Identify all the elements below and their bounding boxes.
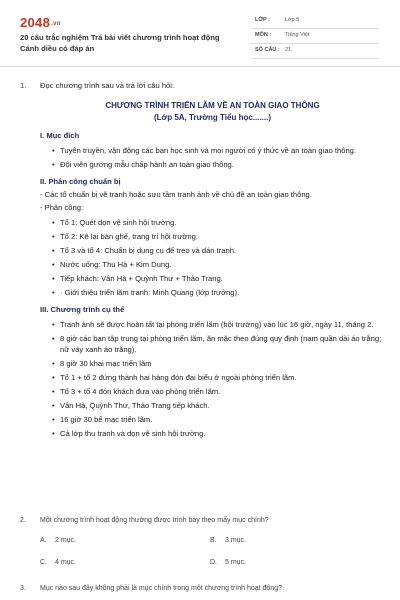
program-title: CHƯƠNG TRÌNH TRIỂN LÃM VỀ AN TOÀN GIAO THÔNG bbox=[105, 101, 320, 110]
option-text: 3 mục. bbox=[225, 537, 247, 544]
list-item: • 8 giờ các bạn tập trung tại phòng triển lãm, ăn mặc theo đúng quy định (nam quần dài áo trắng; nữ váy xanh áo trắng). bbox=[60, 333, 385, 355]
list-item: • Vân Hà, Quỳnh Thư, Thảo Trang tiếp khách. bbox=[60, 400, 385, 411]
list-item: • Tổ 1 + tổ 2 đứng thành hai hàng đón đại biểu ở ngoài phòng triển lãm. bbox=[60, 372, 385, 383]
document-title: 20 câu trắc nghiệm Trả bài viết chương trình hoạt động Cánh diều có đáp án bbox=[20, 33, 220, 53]
option-letter: A. bbox=[40, 537, 47, 544]
meta-value: 21 bbox=[285, 47, 292, 53]
question-prompt: Mục nào sau đây không phải là mục chính trong một chương trình hoạt động? bbox=[40, 585, 282, 592]
list-item: • Tranh ảnh sẽ được hoàn tất tại phòng triển lãm (hội trường) vào lúc 16 giờ, ngày 11, tháng 2. bbox=[60, 319, 385, 330]
list-item: • Tiếp khách: Vân Hà + Quỳnh Thư + Thảo Trang. bbox=[60, 273, 385, 284]
list-item: • Tuyên truyền, vận động các bạn học sinh và mọi người có ý thức về an toàn giao thông. bbox=[60, 145, 385, 156]
list-item: • Nước uống: Thu Hà + Kim Dung. bbox=[60, 259, 385, 270]
list-item: • Tổ 1: Quét dọn vệ sinh hội trường. bbox=[60, 217, 385, 228]
list-item: • Tổ 3 và tổ 4: Chuẩn bị dụng cụ để treo và dán tranh. bbox=[60, 245, 385, 256]
assignment-list bbox=[40, 217, 385, 298]
program-subtitle: (Lớp 5A, Trường Tiểu học.......) bbox=[153, 113, 272, 122]
list-item: • Cả lớp thu tranh và dọn vệ sinh hội trường. bbox=[60, 428, 385, 439]
section-title-schedule: III. Chương trình cụ thể bbox=[40, 305, 125, 314]
list-item: • Đội viên gương mẫu chấp hành an toàn giao thông. bbox=[60, 159, 385, 170]
program-text bbox=[40, 100, 385, 442]
option-c[interactable] bbox=[40, 559, 76, 566]
logo-suffix: .vn bbox=[51, 20, 61, 27]
question-number: 2. bbox=[20, 517, 26, 524]
preparation-line: - Các tổ chuẩn bị vẽ tranh hoặc sưu tầm tranh ảnh về chủ đề an toàn giao thông. bbox=[40, 190, 312, 199]
section-title-purpose: I. Mục đích bbox=[40, 131, 80, 140]
meta-value: Tiếng Việt bbox=[285, 32, 310, 38]
option-a[interactable] bbox=[40, 537, 76, 544]
option-d[interactable] bbox=[210, 559, 246, 566]
meta-row-count bbox=[251, 44, 379, 59]
option-text: 4 mục. bbox=[55, 559, 77, 566]
option-text: 5 mục. bbox=[225, 559, 247, 566]
option-text: 2 mục. bbox=[55, 537, 77, 544]
meta-row-class bbox=[251, 14, 379, 29]
page-header bbox=[0, 0, 400, 66]
site-logo[interactable] bbox=[20, 15, 61, 30]
option-letter: D. bbox=[210, 559, 217, 566]
question-prompt: Một chương trình hoạt động thường được trình bày theo mấy mục chính? bbox=[40, 517, 269, 524]
meta-value: Lớp 5 bbox=[285, 17, 300, 23]
schedule-list bbox=[40, 319, 385, 439]
list-item: • Tổ 3 + tổ 4 đón khách đưa vào phòng triển lãm. bbox=[60, 386, 385, 397]
header-divider bbox=[0, 66, 400, 67]
list-item: • 16 giờ 30 bế mạc triển lãm. bbox=[60, 414, 385, 425]
purpose-list bbox=[40, 145, 385, 170]
option-letter: B. bbox=[210, 537, 217, 544]
meta-label: SỐ CÂU : bbox=[255, 47, 280, 53]
question-number: 3. bbox=[20, 585, 26, 592]
list-item: • Tổ 2: Kê lại bàn ghế, trang trí hội trường. bbox=[60, 231, 385, 242]
list-item: • · Giới thiệu triển lãm tranh: Minh Quang (lớp trưởng). bbox=[60, 287, 385, 298]
assignment-line: - Phân công: bbox=[40, 203, 84, 212]
meta-label: LỚP : bbox=[255, 17, 270, 23]
question-number: 1. bbox=[20, 81, 27, 90]
option-letter: C. bbox=[40, 559, 47, 566]
meta-label: MÔN : bbox=[255, 32, 272, 38]
section-title-preparation: II. Phân công chuẩn bị bbox=[40, 177, 121, 186]
option-b[interactable] bbox=[210, 537, 246, 544]
list-item: • 8 giờ 30 khai mạc triển lãm bbox=[60, 358, 385, 369]
document-meta bbox=[251, 14, 379, 59]
logo-text: 2048 bbox=[20, 15, 51, 30]
meta-row-subject bbox=[251, 29, 379, 44]
question-prompt: Đọc chương trình sau và trả lời câu hỏi: bbox=[40, 81, 175, 90]
